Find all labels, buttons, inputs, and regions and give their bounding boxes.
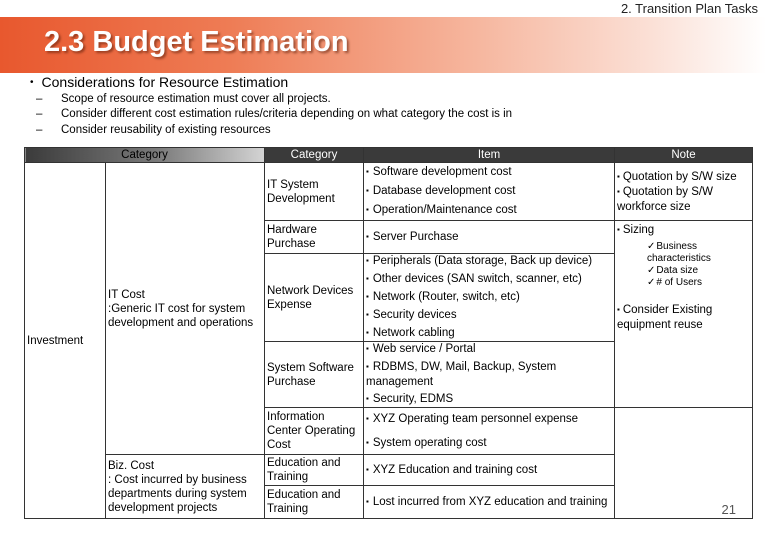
item-cell <box>364 408 615 455</box>
list-item-text: Database development cost <box>372 185 516 197</box>
check-icon: ✓ <box>647 241 656 252</box>
list-item <box>366 412 612 427</box>
list-item-text: Web service / Portal <box>372 343 476 355</box>
list-item <box>366 272 612 287</box>
list-item <box>366 495 612 510</box>
check-text: # of Users <box>656 277 702 288</box>
square-bullet-icon: ▪ <box>366 256 369 265</box>
dash-icon: – <box>36 93 43 105</box>
sub-bullet <box>36 108 512 120</box>
list-item <box>366 326 612 341</box>
check-text: Business characteristics <box>647 241 711 264</box>
list-item-text: Other devices (SAN switch, scanner, etc) <box>372 273 582 285</box>
check-icon: ✓ <box>647 265 656 276</box>
square-bullet-icon: ▪ <box>366 274 369 283</box>
header-item: Item <box>364 148 615 163</box>
list-item <box>366 290 612 305</box>
list-item <box>366 230 612 245</box>
main-bullet <box>30 74 288 90</box>
note-item <box>617 185 750 214</box>
check-item <box>617 265 750 277</box>
item-cell <box>364 486 615 519</box>
check-item <box>617 241 750 265</box>
list-item-text: System operating cost <box>372 436 487 449</box>
list-item <box>366 392 612 407</box>
page-title: 2.3 Budget Estimation <box>44 26 349 58</box>
square-bullet-icon: ▪ <box>366 464 369 474</box>
list-item <box>366 254 612 269</box>
table-header-row <box>25 148 753 163</box>
list-item-text: XYZ Education and training cost <box>372 463 538 476</box>
item-cell <box>364 254 615 342</box>
list-item-text: RDBMS, DW, Mail, Backup, System management <box>366 361 557 388</box>
category-cell: Information Center Operating Cost <box>265 408 364 455</box>
list-item-text: Server Purchase <box>372 230 459 243</box>
list-item-text: Operation/Maintenance cost <box>372 204 517 216</box>
note-text: Quotation by S/W size <box>622 170 737 183</box>
dash-icon: – <box>36 108 43 120</box>
category-cell: Education and Training <box>265 455 364 486</box>
header-category-main: Category <box>25 148 265 163</box>
investment-cell: Investment <box>25 163 106 519</box>
category-cell: Education and Training <box>265 486 364 519</box>
category-cell: IT System Development <box>265 163 364 221</box>
square-bullet-icon: ▪ <box>617 171 620 181</box>
square-bullet-icon: ▪ <box>617 225 620 234</box>
page-number: 21 <box>721 502 736 517</box>
list-item <box>366 165 612 180</box>
square-bullet-icon: ▪ <box>617 305 620 314</box>
list-item <box>366 360 612 389</box>
main-bullet-text: Considerations for Resource Estimation <box>41 74 289 90</box>
note-item <box>617 223 750 238</box>
square-bullet-icon: ▪ <box>366 328 369 337</box>
square-bullet-icon: ▪ <box>366 413 369 423</box>
check-item <box>617 277 750 289</box>
list-item <box>366 342 612 357</box>
item-cell <box>364 221 615 254</box>
list-item-text: XYZ Operating team personnel expense <box>372 412 579 425</box>
square-bullet-icon: ▪ <box>366 437 369 447</box>
square-bullet-icon: ▪ <box>366 231 369 241</box>
check-text: Data size <box>656 265 699 276</box>
list-item-text: Peripherals (Data storage, Back up device) <box>372 255 593 267</box>
item-cell <box>364 163 615 221</box>
list-item <box>366 203 612 218</box>
list-item <box>366 463 612 478</box>
square-bullet-icon: ▪ <box>366 186 369 195</box>
square-bullet-icon: ▪ <box>366 310 369 319</box>
item-cell <box>364 455 615 486</box>
category-cell: Hardware Purchase <box>265 221 364 254</box>
note-item <box>617 303 750 332</box>
square-bullet-icon: ▪ <box>366 292 369 301</box>
list-item-text: Security, EDMS <box>372 393 454 405</box>
list-item-text: Network (Router, switch, etc) <box>372 291 520 303</box>
list-item-text: Software development cost <box>372 166 512 178</box>
list-item-text: Security devices <box>372 309 457 321</box>
square-bullet-icon: ▪ <box>617 186 620 196</box>
sub-bullet-text: Consider different cost estimation rules/criteria depending on what category the cost is in <box>61 108 513 120</box>
header-category-sub: Category <box>265 148 364 163</box>
square-bullet-icon: ▪ <box>366 394 369 403</box>
square-bullet-icon: ▪ <box>366 496 369 506</box>
note-text: Sizing <box>622 224 655 236</box>
list-item <box>366 436 612 451</box>
sub-bullet-text: Consider reusability of existing resources <box>61 124 271 136</box>
square-bullet-icon: ▪ <box>366 344 369 353</box>
note-text: Consider Existing equipment reuse <box>617 304 713 331</box>
square-bullet-icon: ▪ <box>366 167 369 176</box>
note-item <box>617 170 750 185</box>
dash-icon: – <box>36 124 43 136</box>
table-row <box>25 163 753 221</box>
sub-bullet <box>36 124 271 136</box>
budget-table <box>24 147 753 519</box>
sub-bullet-text: Scope of resource estimation must cover all projects. <box>61 93 331 105</box>
note-cell <box>615 221 753 408</box>
note-text: Quotation by S/W workforce size <box>617 185 713 213</box>
square-bullet-icon: ▪ <box>366 205 369 214</box>
category-cell: System Software Purchase <box>265 342 364 408</box>
item-cell <box>364 342 615 408</box>
header-note: Note <box>615 148 753 163</box>
it-cost-cell: IT Cost :Generic IT cost for system development and operations <box>106 163 265 455</box>
note-cell <box>615 163 753 221</box>
list-item-text: Lost incurred from XYZ education and training <box>372 495 608 508</box>
list-item <box>366 308 612 323</box>
sub-bullet <box>36 93 331 105</box>
section-label: 2. Transition Plan Tasks <box>620 1 758 16</box>
square-bullet-icon: ▪ <box>366 362 369 371</box>
list-item <box>366 184 612 199</box>
bullet-icon: • <box>30 77 34 88</box>
check-icon: ✓ <box>647 277 656 288</box>
list-item-text: Network cabling <box>372 327 455 339</box>
biz-cost-cell: Biz. Cost : Cost incurred by business departments during system development projects <box>106 455 265 519</box>
category-cell: Network Devices Expense <box>265 254 364 342</box>
